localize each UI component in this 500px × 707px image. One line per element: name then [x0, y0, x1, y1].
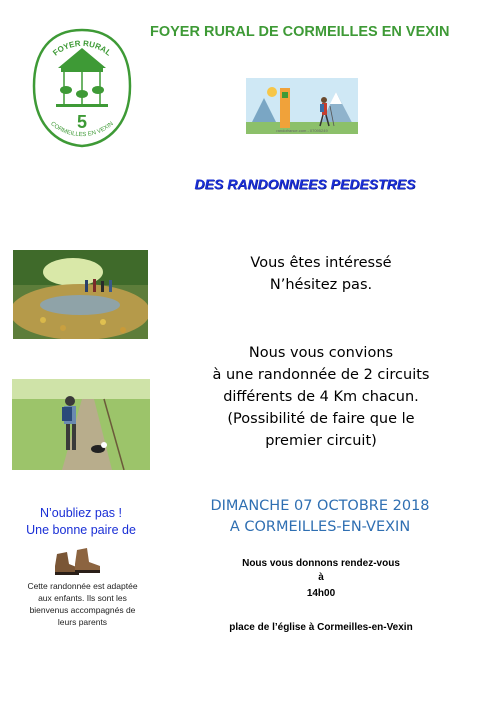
logo-number: 5 [76, 112, 88, 132]
meeting-line: à [318, 572, 324, 583]
kids-note-line: Cette randonnée est adaptée [27, 581, 138, 591]
kids-note-line: bienvenus accompagnés de [29, 605, 136, 615]
reminder-line: Une bonne paire de [26, 523, 136, 537]
foyer-rural-logo [28, 24, 136, 152]
logo-bottom-text: CORMEILLES EN VEXIN [49, 121, 115, 139]
intro-text [196, 252, 446, 296]
kids-note-line: leurs parents [57, 617, 108, 627]
meeting-place: place de l’église à Cormeilles-en-Vexin [229, 622, 413, 633]
banner-caption: randofrance.com - 07095249 [276, 128, 328, 133]
kids-note-line: aux enfants. Ils sont les [38, 593, 127, 603]
event-location: A CORMEILLES-EN-VEXIN [229, 519, 411, 535]
meeting-time: 14h00 [306, 588, 336, 599]
intro-line: Vous êtes intéressé [250, 255, 392, 271]
logo-top-text: FOYER RURAL [51, 38, 113, 58]
intro-line: N’hésitez pas. [269, 277, 373, 293]
invitation-line: premier circuit) [265, 433, 377, 449]
invitation-line: (Possibilité de faire que le [227, 411, 415, 427]
invitation-text [196, 342, 446, 452]
invitation-line: différents de 4 Km chacun. [223, 389, 419, 405]
invitation-line: à une randonnée de 2 circuits [212, 367, 430, 383]
invitation-line: Nous vous convions [248, 345, 394, 361]
meeting-line: Nous vous donnons rendez-vous [242, 558, 400, 569]
event-date: DIMANCHE 07 OCTOBRE 2018 [210, 498, 430, 514]
page-title: FOYER RURAL DE CORMEILLES EN VEXIN [150, 24, 450, 40]
hiking-boots-icon [53, 546, 103, 576]
shoes-reminder [6, 505, 156, 539]
reminder-line: N’oubliez pas ! [40, 506, 122, 520]
kids-note [10, 580, 155, 628]
child-hiker-photo [12, 379, 150, 470]
headline: DES RANDONNEES PEDESTRES [194, 176, 416, 192]
hiking-banner-image [246, 78, 358, 134]
river-walk-photo [13, 250, 148, 339]
